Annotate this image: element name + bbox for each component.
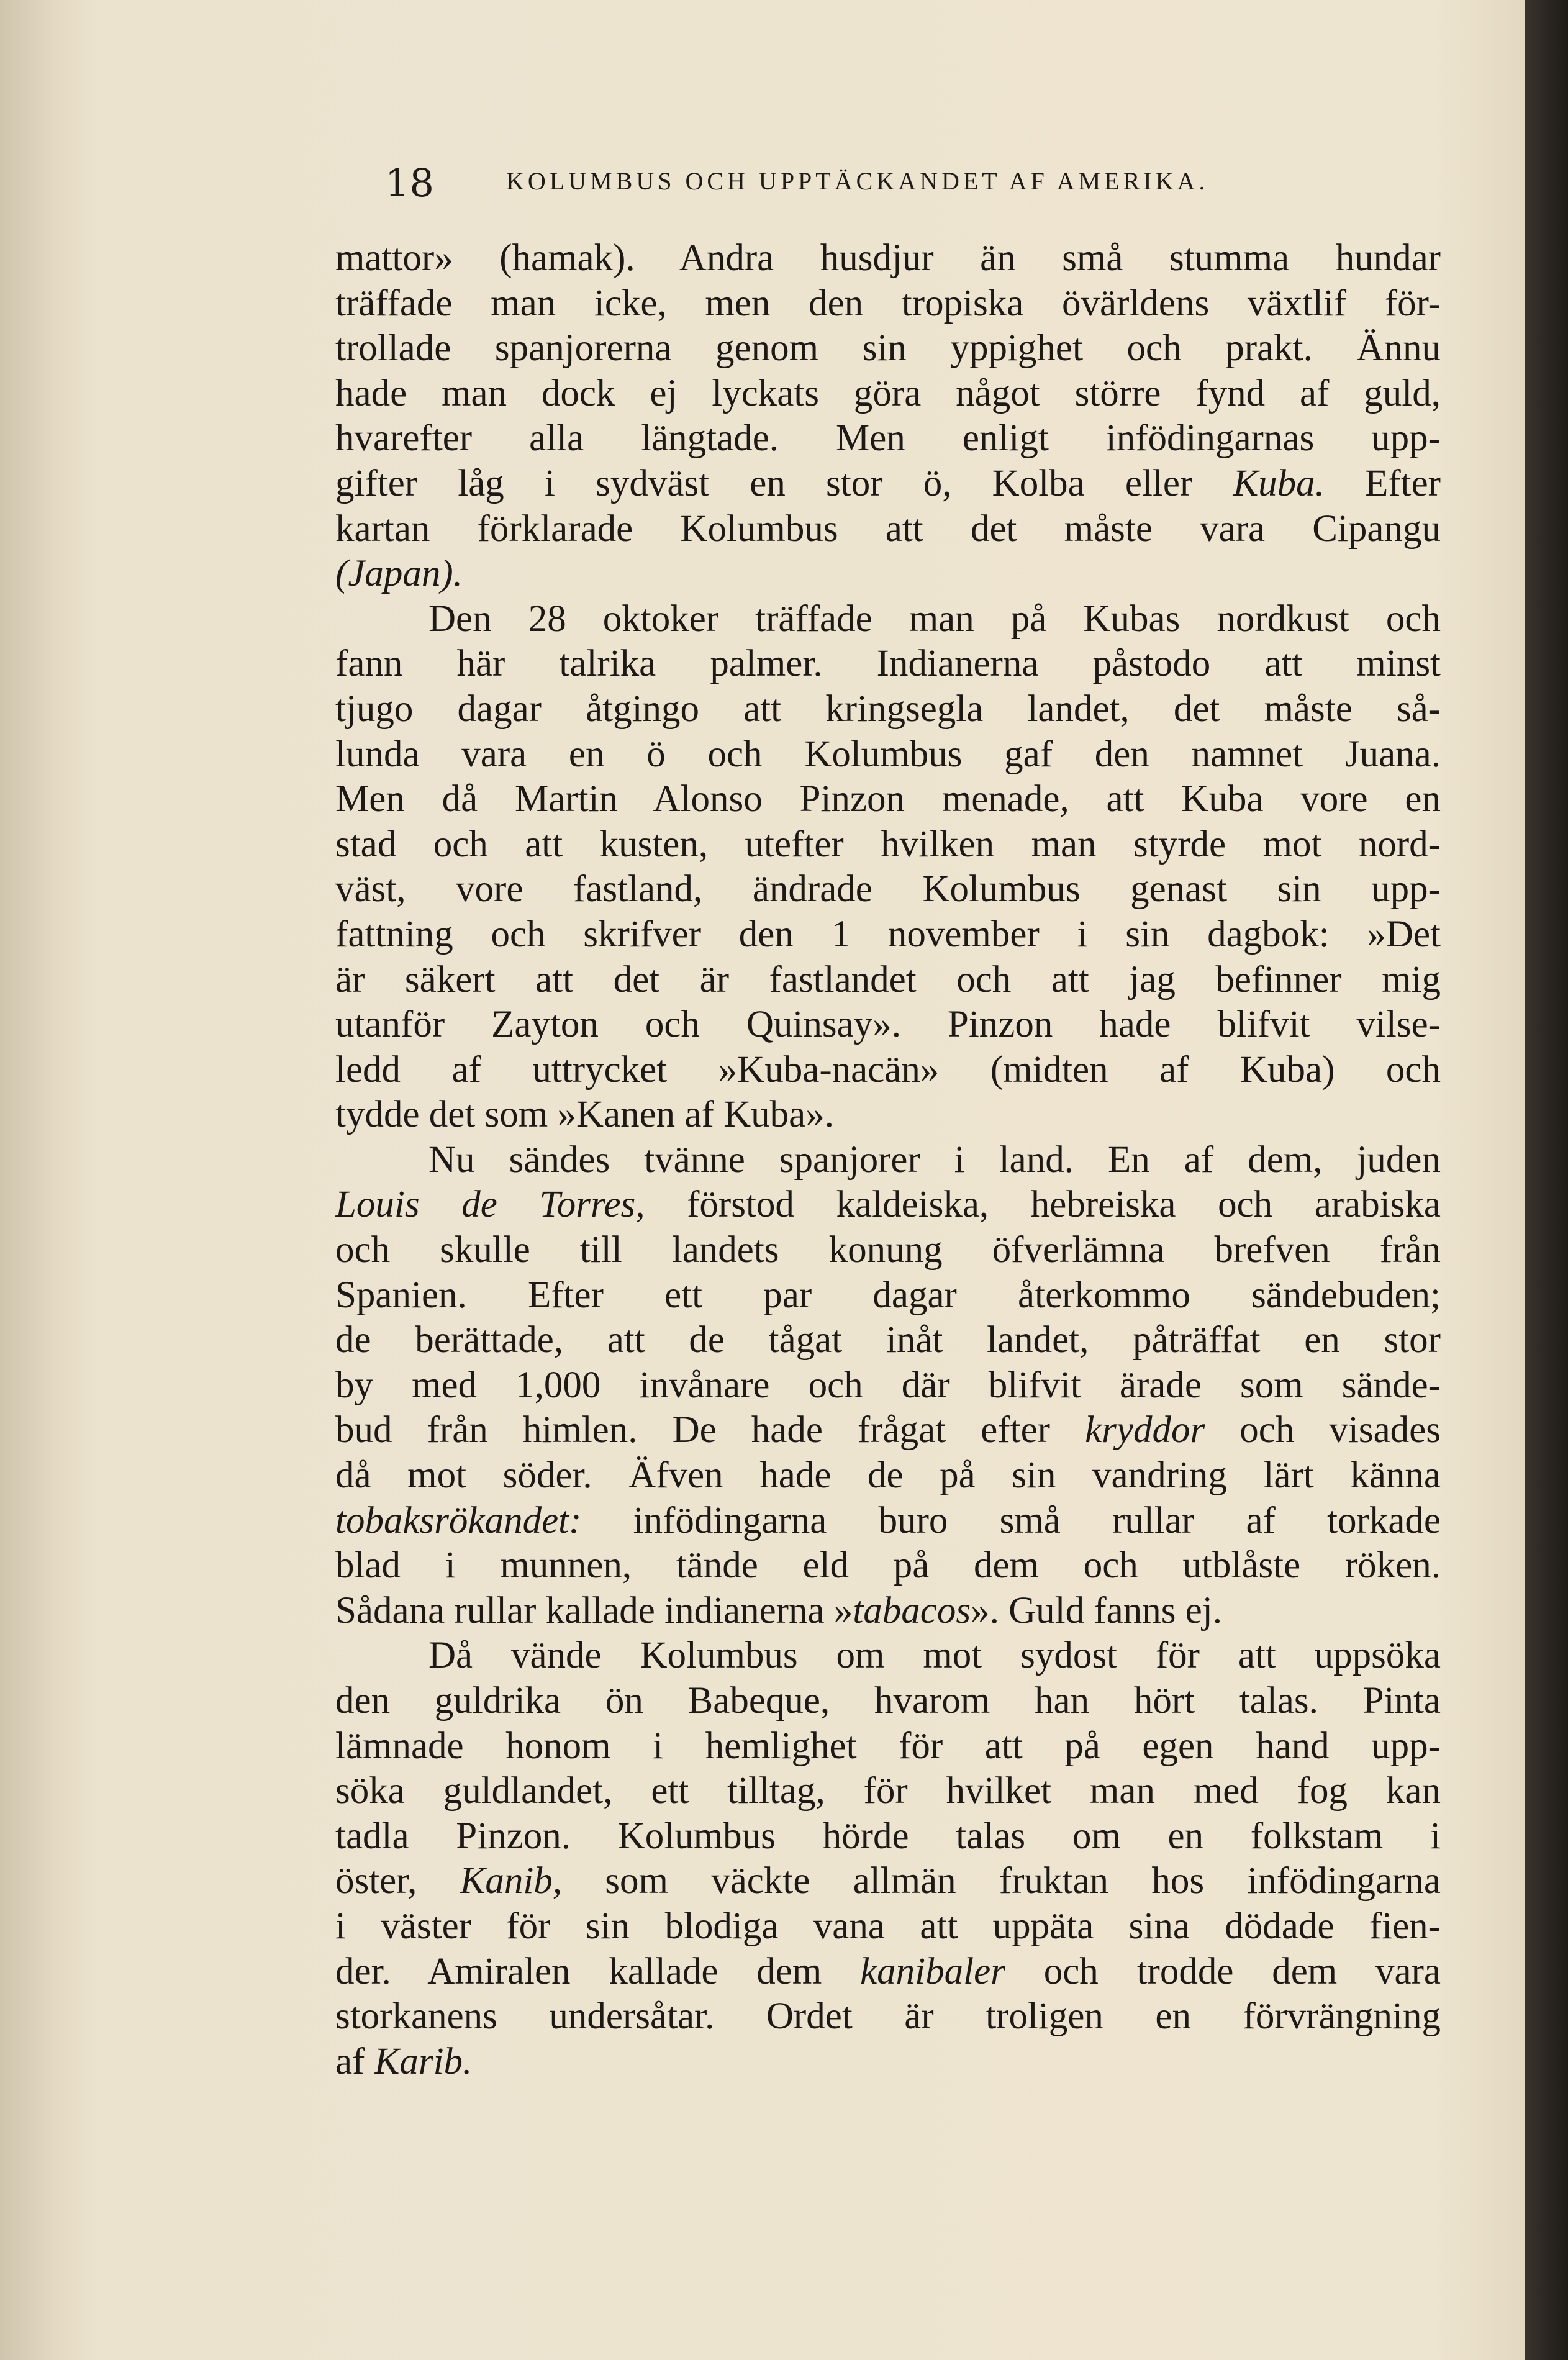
text-line xyxy=(335,642,1441,687)
text-line xyxy=(335,1453,1441,1499)
text-line xyxy=(335,281,1441,327)
text-segment: fann här talrika palmer. Indianerna påstodo att minst xyxy=(335,643,1441,685)
text-segment: Då vände Kolumbus om mot sydost för att uppsöka xyxy=(428,1635,1441,1677)
italic-text: kanibaler xyxy=(860,1950,1005,1992)
text-line xyxy=(335,867,1441,912)
text-segment: är säkert att det är fastlandet och att jag befinner mig xyxy=(335,958,1441,1001)
page-header xyxy=(385,160,1428,210)
text-line xyxy=(335,1949,1441,1995)
text-line xyxy=(335,551,1441,597)
text-segment: der. Amiralen kallade dem xyxy=(335,1950,861,1992)
text-line xyxy=(335,1499,1441,1544)
text-segment: då mot söder. Äfven hade de på sin vandring lärt känna xyxy=(335,1455,1441,1497)
text-line xyxy=(335,1182,1441,1228)
text-segment: som väckte allmän fruktan hos infödingarna xyxy=(562,1860,1441,1902)
text-segment: Efter xyxy=(1324,462,1441,504)
text-line xyxy=(335,371,1441,417)
text-segment: tadla Pinzon. Kolumbus hörde talas om en folkstam i xyxy=(335,1815,1441,1857)
text-line xyxy=(335,1904,1441,1949)
text-segment: lämnade honom i hemlighet för att på egen hand upp- xyxy=(335,1725,1441,1767)
text-line xyxy=(335,1724,1441,1769)
text-line xyxy=(335,2040,1441,2085)
text-segment: lunda vara en ö och Kolumbus gaf den namnet Juana. xyxy=(335,733,1441,775)
text-segment: förstod kaldeiska, hebreiska och arabiska xyxy=(645,1184,1441,1226)
text-line xyxy=(335,507,1441,552)
text-line xyxy=(335,822,1441,868)
text-segment: storkanens undersåtar. Ordet är troligen en förvrängning xyxy=(335,1995,1441,2038)
text-line xyxy=(335,1138,1441,1183)
text-segment: och skulle till landets konung öfverlämna brefven från xyxy=(335,1229,1441,1271)
text-segment: träffade man icke, men den tropiska övärldens växtlif för- xyxy=(335,282,1441,324)
italic-text: tobaksrökandet: xyxy=(335,1499,582,1541)
text-line xyxy=(335,1633,1441,1679)
text-line xyxy=(335,958,1441,1003)
text-line xyxy=(335,687,1441,732)
text-segment: hvarefter alla längtade. Men enligt infödingarnas upp- xyxy=(335,417,1441,460)
text-segment: bud från himlen. De hade frågat efter xyxy=(335,1409,1085,1451)
page-number: 18 xyxy=(385,160,434,206)
italic-text: Kuba. xyxy=(1233,462,1325,504)
text-segment: väst, vore fastland, ändrade Kolumbus genast sin upp- xyxy=(335,868,1441,910)
text-line xyxy=(335,597,1441,642)
text-segment: och visades xyxy=(1205,1409,1441,1451)
italic-text: Kanib, xyxy=(460,1860,563,1902)
text-line xyxy=(335,1814,1441,1859)
text-segment: tjugo dagar åtgingo att kringsegla landet, det måste så- xyxy=(335,688,1441,730)
text-segment: i väster för sin blodiga vana att uppäta sina dödade fien- xyxy=(335,1905,1441,1947)
italic-text: kryddor xyxy=(1085,1409,1205,1451)
text-segment: by med 1,000 invånare och där blifvit ärade som sände- xyxy=(335,1364,1441,1406)
text-line xyxy=(335,461,1441,507)
text-segment: mattor» (hamak). Andra husdjur än små stumma hundar xyxy=(335,237,1441,279)
text-line xyxy=(335,777,1441,822)
text-line xyxy=(335,416,1441,461)
text-line xyxy=(335,1318,1441,1363)
text-segment: kartan förklarade Kolumbus att det måste vara Cipangu xyxy=(335,507,1441,550)
text-line xyxy=(335,1994,1441,2040)
text-segment: öster, xyxy=(335,1860,460,1902)
text-line xyxy=(335,1002,1441,1048)
text-segment: Spanien. Efter ett par dagar återkommo sändebuden; xyxy=(335,1274,1441,1316)
text-segment: Sådana rullar kallade indianerna » xyxy=(335,1589,853,1632)
text-segment: gifter låg i sydväst en stor ö, Kolba eller xyxy=(335,462,1233,504)
body-text xyxy=(335,236,1441,2084)
text-line xyxy=(335,732,1441,778)
text-segment: ledd af uttrycket »Kuba-nacän» (midten af Kuba) och xyxy=(335,1048,1441,1091)
text-line xyxy=(335,1408,1441,1453)
italic-text: Louis de Torres, xyxy=(335,1184,645,1226)
text-line xyxy=(335,1589,1441,1634)
text-line xyxy=(335,1859,1441,1904)
text-segment: hade man dock ej lyckats göra något större fynd af guld, xyxy=(335,372,1441,414)
text-segment: ». Guld fanns ej. xyxy=(971,1589,1222,1632)
text-segment: den guldrika ön Babeque, hvarom han hört talas. Pinta xyxy=(335,1680,1441,1722)
text-segment: de berättade, att de tågat inåt landet, påträffat en stor xyxy=(335,1319,1441,1361)
italic-text: Karib. xyxy=(374,2040,473,2082)
text-line xyxy=(335,1273,1441,1318)
text-line xyxy=(335,1769,1441,1814)
text-segment: söka guldlandet, ett tilltag, för hvilket man med fog kan xyxy=(335,1770,1441,1812)
text-line xyxy=(335,1092,1441,1138)
text-segment: af xyxy=(335,2040,374,2082)
text-line xyxy=(335,1228,1441,1273)
text-segment: Nu sändes tvänne spanjorer i land. En af dem, juden xyxy=(428,1138,1441,1181)
book-spine xyxy=(1525,0,1568,2360)
text-segment: stad och att kusten, utefter hvilken man styrde mot nord- xyxy=(335,823,1441,865)
text-line xyxy=(335,912,1441,958)
text-segment: och trodde dem vara xyxy=(1005,1950,1441,1992)
text-segment: Den 28 oktoker träffade man på Kubas nordkust och xyxy=(428,597,1441,640)
text-segment: blad i munnen, tände eld på dem och utblåste röken. xyxy=(335,1545,1441,1587)
text-line xyxy=(335,1363,1441,1409)
text-line xyxy=(335,1679,1441,1724)
text-segment: infödingarna buro små rullar af torkade xyxy=(581,1499,1441,1541)
text-line xyxy=(335,326,1441,371)
text-segment: fattning och skrifver den 1 november i sin dagbok: »Det xyxy=(335,913,1441,955)
running-title: KOLUMBUS OCH UPPTÄCKANDET AF AMERIKA. xyxy=(506,167,1209,195)
italic-text: (Japan). xyxy=(335,553,463,595)
text-line xyxy=(335,1048,1441,1093)
text-line xyxy=(335,236,1441,281)
text-segment: utanför Zayton och Quinsay». Pinzon hade blifvit vilse- xyxy=(335,1004,1441,1046)
italic-text: tabacos xyxy=(853,1589,971,1632)
text-segment: Men då Martin Alonso Pinzon menade, att Kuba vore en xyxy=(335,778,1441,820)
text-segment: trollade spanjorerna genom sin yppighet och prakt. Ännu xyxy=(335,327,1441,370)
text-segment: tydde det som »Kanen af Kuba». xyxy=(335,1094,834,1136)
text-line xyxy=(335,1543,1441,1589)
